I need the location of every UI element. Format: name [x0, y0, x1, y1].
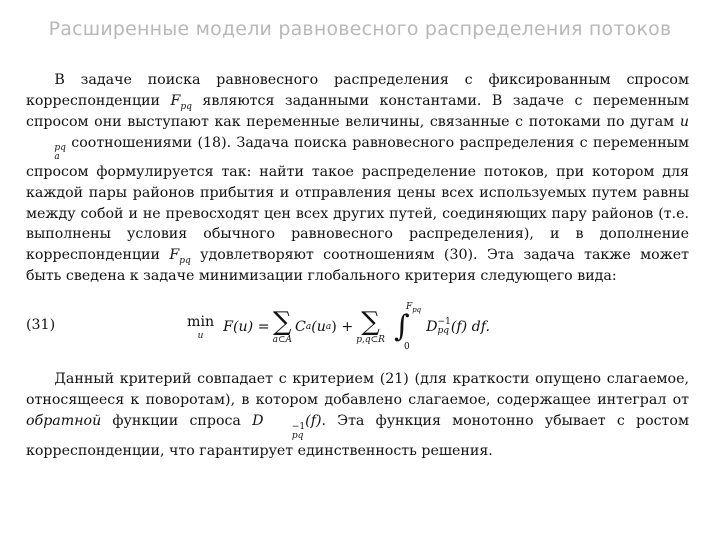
text-run: являются заданными константами. В задаче с переменным спросом они выступают как переменные величины, связанные с потоками по дугам — [26, 92, 689, 130]
math-sup: −1 — [437, 317, 451, 328]
min-operator — [187, 313, 214, 341]
sum-over-arcs — [273, 309, 292, 345]
text-run: функции спроса — [101, 412, 253, 429]
text-run: . Эта функция монотонно убывает с ростом корреспонденции, что гарантирует единственность решения. — [26, 412, 689, 459]
integral-symbol: ∫ — [393, 309, 410, 345]
paragraph-intro — [26, 70, 689, 287]
math-var: F — [405, 302, 413, 313]
cost-close: ) + — [331, 318, 354, 335]
inverse-demand: D — [426, 318, 438, 335]
paragraph-explanation — [26, 369, 689, 462]
math-var: D — [252, 412, 264, 429]
text-run: В задаче поиска равновесного распределения с фиксированным спросом корреспонденции — [26, 72, 689, 109]
equation-body: min u F(u) = ∑ a⊂A C a (u a ) + ∑ p,q⊂R $F_{pq}$ ∫ 0 D −1 pq (f) df. — [187, 302, 490, 353]
math-sub: pq — [179, 256, 191, 267]
math-sub: pq — [412, 305, 422, 314]
min-subscript: u — [197, 331, 204, 342]
sum-symbol: ∑ — [361, 307, 380, 338]
sum-subscript: a⊂A — [272, 335, 292, 346]
math-var: u — [679, 113, 689, 130]
math-var: F — [169, 247, 180, 264]
text-run: удовлетворяют соотношениям (30). Эта задача также может быть сведена к задаче минимизации глобального критерия следующего вида: — [26, 247, 689, 285]
min-symbol: min — [187, 314, 215, 331]
cost-arg: (u — [311, 318, 326, 335]
integral-lower-limit: 0 — [403, 342, 410, 353]
math-sup: pq — [54, 142, 66, 153]
objective-function: F(u) = — [223, 318, 270, 335]
integrand-tail: (f) df. — [450, 318, 490, 335]
equation-number: (31) — [26, 317, 56, 334]
math-sup: −1 — [291, 421, 306, 432]
sum-subscript: p,q⊂R — [356, 335, 385, 346]
sum-over-pairs — [356, 309, 385, 345]
slide-content — [26, 70, 689, 462]
math-var: F — [170, 92, 181, 109]
math-sub: pq — [180, 101, 192, 112]
text-run: Данный критерий совпадает с критерием (21) (для краткости опущено слагаемое, относящееся к поворотам), в котором добавлено слагаемое, содержащее интеграл от — [26, 371, 689, 409]
text-run: соотношениями (18). Задача поиска равновесного распределения с переменным спросом формулируется так: найти такое распределение потоков, при котором для каждой пары районов прибытия и отправления цены всех используемых путем равны между собой и не превосходят цен всех других путей, соединяющих пару районов (т.е. выполнены условия обычного равновесного распределения), и в дополнение корреспонденции — [26, 134, 689, 264]
cost-function: C — [295, 318, 306, 335]
math-sub: pq — [291, 430, 304, 441]
slide-title: Расширенные модели равновесного распределения потоков — [48, 18, 672, 40]
emphasis: обратной — [26, 412, 102, 429]
equation-31 — [26, 299, 689, 355]
math-sub: a — [54, 151, 60, 162]
integral — [394, 302, 421, 352]
math-arg: (f) — [305, 412, 322, 429]
sum-symbol: ∑ — [273, 307, 292, 338]
math-sub: pq — [437, 326, 450, 337]
